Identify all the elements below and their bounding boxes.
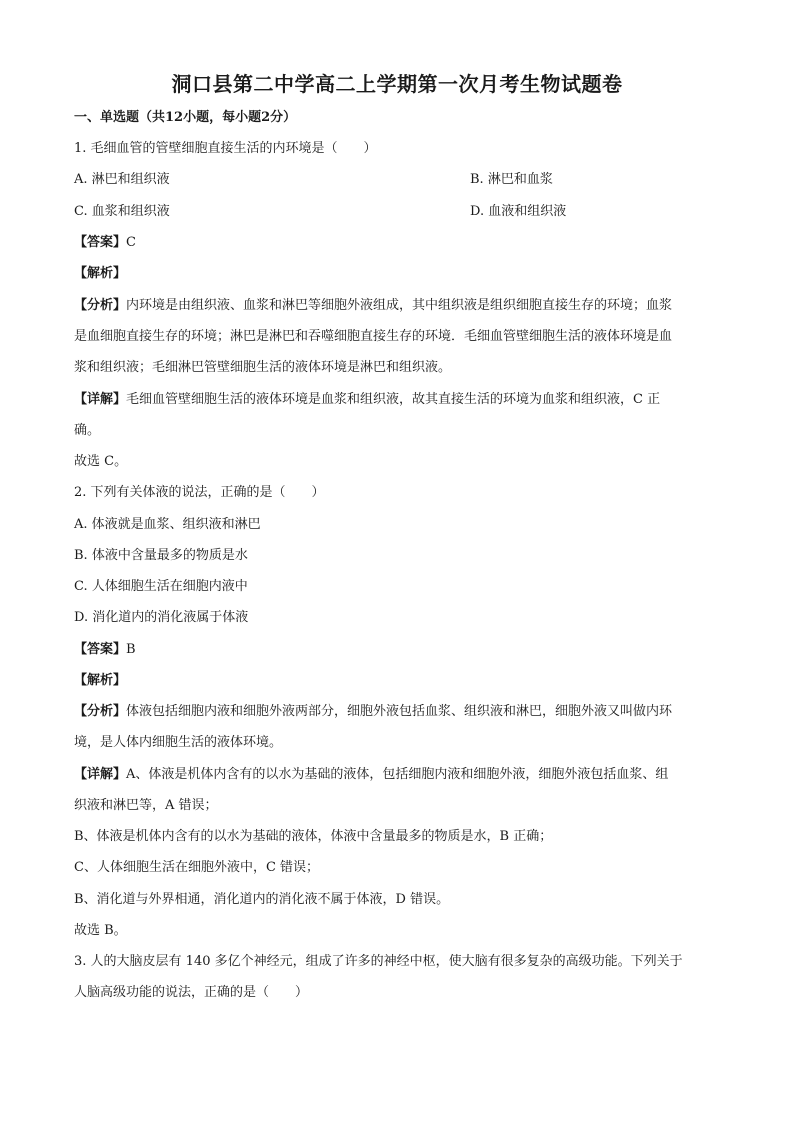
q2-choice: 故选 B。 bbox=[74, 923, 127, 938]
q1-xiangjie-text1: 毛细血管壁细胞生活的液体环境是血浆和组织液，故其直接生活的环境为血浆和组织液，C 正 bbox=[126, 392, 661, 407]
q1-xiangjie-line2: 确。 bbox=[74, 423, 101, 438]
q3-stem-line1: 3. 人的大脑皮层有 140 多亿个神经元，组成了许多的神经中枢，使大脑有很多复杂的高级功能。下列关于 bbox=[74, 954, 683, 969]
q2-fenxi-tag: 【分析】 bbox=[74, 704, 127, 719]
q2-fenxi-line1 bbox=[74, 702, 720, 722]
q1-option-a: A. 淋巴和组织液 bbox=[74, 172, 170, 187]
q1-fenxi-text1: 内环境是由组织液、血浆和淋巴等细胞外液组成，其中组织液是组织细胞直接生存的环境；血浆 bbox=[126, 298, 673, 313]
q3-stem-line2: 人脑高级功能的说法，正确的是（ ） bbox=[74, 985, 309, 1000]
q2-fenxi-text1: 体液包括细胞内液和细胞外液两部分，细胞外液包括血浆、组织液和淋巴，细胞外液又叫做内环 bbox=[126, 704, 673, 719]
q2-xiangjie-tag: 【详解】 bbox=[74, 767, 127, 782]
q2-stem: 2. 下列有关体液的说法，正确的是（ ） bbox=[74, 485, 325, 500]
q2-fenxi-line2: 境，是人体内细胞生活的液体环境。 bbox=[74, 735, 283, 750]
q2-analysis-tag: 【解析】 bbox=[74, 673, 127, 688]
q1-xiangjie-tag: 【详解】 bbox=[74, 392, 127, 407]
q2-explain-b: B、体液是机体内含有的以水为基础的液体，体液中含量最多的物质是水，B 正确； bbox=[74, 829, 553, 844]
q2-explain-c: C、人体细胞生活在细胞外液中，C 错误； bbox=[74, 860, 320, 875]
q1-fenxi-tag: 【分析】 bbox=[74, 298, 127, 313]
q2-option-c: C. 人体细胞生活在细胞内液中 bbox=[74, 579, 248, 594]
q1-option-d: D. 血液和组织液 bbox=[470, 204, 567, 219]
q1-analysis-tag: 【解析】 bbox=[74, 266, 127, 281]
q2-xiangjie-line1 bbox=[74, 765, 720, 785]
q1-options-row1 bbox=[74, 170, 720, 190]
q1-fenxi-line2: 是血细胞直接生存的环境；淋巴是淋巴和吞噬细胞直接生存的环境．毛细血管壁细胞生活的液体环境是血 bbox=[74, 329, 673, 344]
q1-choice: 故选 C。 bbox=[74, 454, 128, 469]
q2-answer-value: B bbox=[126, 642, 136, 657]
q2-option-b: B. 体液中含量最多的物质是水 bbox=[74, 548, 248, 563]
q1-answer bbox=[74, 233, 720, 253]
q1-stem: 1. 毛细血管的管壁细胞直接生活的内环境是（ ） bbox=[74, 141, 377, 156]
q1-answer-value: C bbox=[126, 235, 136, 250]
q2-xiangjie-line2: 织液和淋巴等，A 错误； bbox=[74, 798, 218, 813]
q1-xiangjie-line1 bbox=[74, 390, 720, 410]
page-title: 洞口县第二中学高二上学期第一次月考生物试题卷 bbox=[171, 72, 623, 96]
q2-option-a: A. 体液就是血浆、组织液和淋巴 bbox=[74, 517, 261, 532]
q1-answer-tag: 【答案】 bbox=[74, 235, 127, 250]
q2-explain-d: B、消化道与外界相通，消化道内的消化液不属于体液，D 错误。 bbox=[74, 892, 450, 907]
q2-option-d: D. 消化道内的消化液属于体液 bbox=[74, 610, 249, 625]
q2-answer-tag: 【答案】 bbox=[74, 642, 127, 657]
q1-option-b: B. 淋巴和血浆 bbox=[470, 172, 553, 187]
q1-options-row2 bbox=[74, 202, 720, 222]
q2-answer bbox=[74, 640, 720, 660]
q2-xiangjie-text1: A、体液是机体内含有的以水为基础的液体，包括细胞内液和细胞外液，细胞外液包括血浆、组 bbox=[126, 767, 669, 782]
q1-fenxi-line3: 浆和组织液；毛细淋巴管壁细胞生活的液体环境是淋巴和组织液。 bbox=[74, 360, 452, 375]
section-heading: 一、单选题（共12小题，每小题2分） bbox=[74, 110, 297, 125]
q1-option-c: C. 血浆和组织液 bbox=[74, 204, 170, 219]
q1-fenxi-line1 bbox=[74, 296, 720, 316]
